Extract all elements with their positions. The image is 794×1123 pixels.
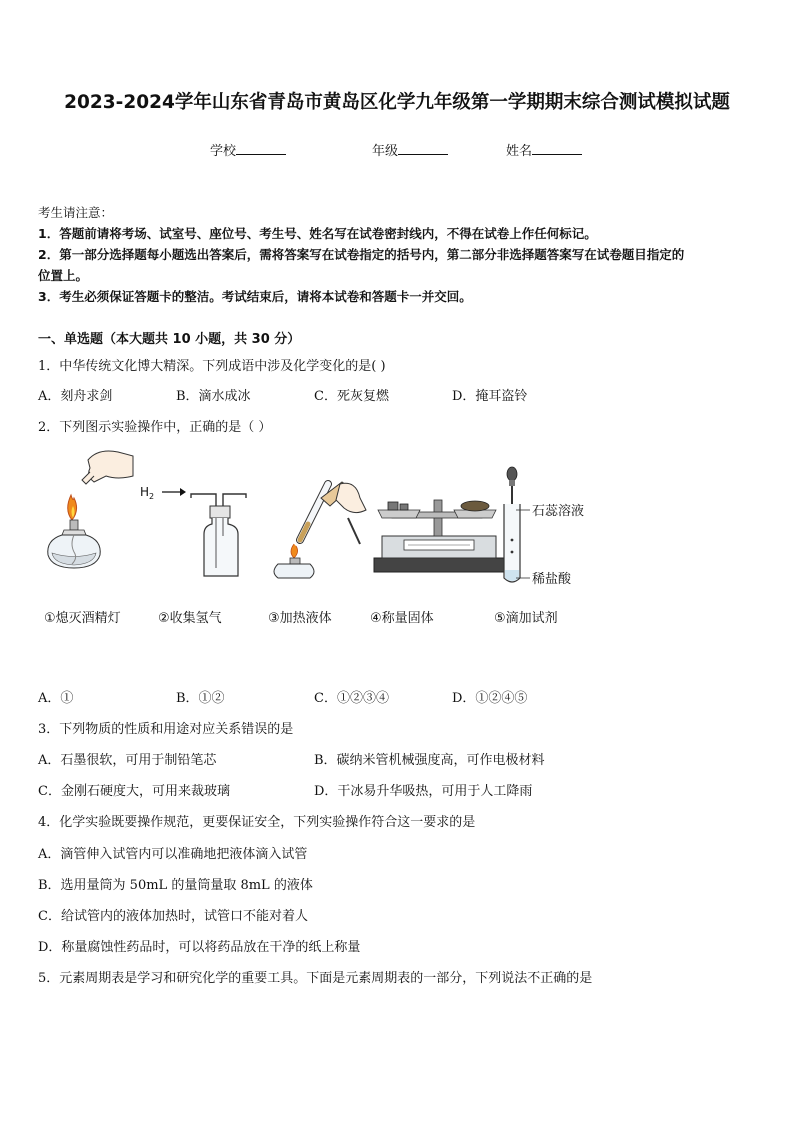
alcohol-lamp-illustration xyxy=(48,451,133,568)
question-1-stem: 1．中华传统文化博大精深。下列成语中涉及化学变化的是( ) xyxy=(38,359,386,374)
q3-option-b: B．碳纳米管机械强度高，可作电极材料 xyxy=(314,753,545,768)
dropper-illustration xyxy=(504,467,584,587)
q1-option-b: B．滴水成冰 xyxy=(176,389,251,404)
gas-bottle-illustration xyxy=(140,485,246,576)
grade-label: 年级 xyxy=(372,144,399,159)
notice-item: 2．第一部分选择题每小题选出答案后，需将答案写在试卷指定的括号内，第二部分非选择题答案写在试卷题目指定的 xyxy=(38,247,685,262)
q1-option-a: A．刻舟求剑 xyxy=(38,389,113,404)
caption-1: ①熄灭酒精灯 xyxy=(44,611,121,626)
q2-option-c: C．①②③④ xyxy=(314,691,389,706)
litmus-label: 石蕊溶液 xyxy=(532,504,585,519)
page-title: 2023-2024学年山东省青岛市黄岛区化学九年级第一学期期末综合测试模拟试题 xyxy=(64,92,730,113)
question-3-stem: 3．下列物质的性质和用途对应关系错误的是 xyxy=(38,722,294,737)
section-heading: 一、单选题（本大题共 10 小题，共 30 分） xyxy=(38,332,301,347)
q2-option-b: B．①② xyxy=(176,691,225,706)
school-label: 学校 xyxy=(210,144,237,159)
school-blank xyxy=(236,142,286,155)
grade-blank xyxy=(398,142,448,155)
q1-option-c: C．死灰复燃 xyxy=(314,389,389,404)
notice-item: 3．考生必须保证答题卡的整洁。考试结束后，请将本试卷和答题卡一并交回。 xyxy=(38,289,472,304)
q4-option-b: B．选用量筒为 50mL 的量筒量取 8mL 的液体 xyxy=(38,878,313,893)
heating-liquid-illustration xyxy=(274,482,366,578)
h2-label: $H_2$ xyxy=(140,485,155,501)
name-blank xyxy=(532,142,582,155)
school-field xyxy=(210,140,286,159)
q3-option-a: A．石墨很软，可用于制铅笔芯 xyxy=(38,753,217,768)
q4-option-c: C．给试管内的液体加热时，试管口不能对着人 xyxy=(38,909,308,924)
notice-heading: 考生请注意： xyxy=(38,205,114,220)
q3-option-d: D．干冰易升华吸热，可用于人工降雨 xyxy=(314,784,533,799)
question-4-stem: 4．化学实验既要操作规范，更要保证安全，下列实验操作符合这一要求的是 xyxy=(38,815,476,830)
name-field xyxy=(506,140,582,159)
acid-label: 稀盐酸 xyxy=(532,572,572,587)
question-5-stem: 5．元素周期表是学习和研究化学的重要工具。下面是元素周期表的一部分，下列说法不正确的是 xyxy=(38,971,593,986)
name-label: 姓名 xyxy=(506,144,533,159)
caption-3: ③加热液体 xyxy=(268,611,332,626)
notice-item: 位置上。 xyxy=(38,268,89,283)
q1-option-d: D．掩耳盗铃 xyxy=(452,389,528,404)
q4-option-d: D．称量腐蚀性药品时，可以将药品放在干净的纸上称量 xyxy=(38,940,361,955)
q2-option-d: D．①②④⑤ xyxy=(452,691,528,706)
question-2-stem: 2．下列图示实验操作中，正确的是（ ） xyxy=(38,420,272,435)
balance-illustration xyxy=(374,500,504,572)
caption-5: ⑤滴加试剂 xyxy=(494,611,558,626)
q4-option-a: A．滴管伸入试管内可以准确地把液体滴入试管 xyxy=(38,847,308,862)
q2-option-a: A．① xyxy=(38,691,74,706)
experiment-figure xyxy=(38,440,598,600)
caption-4: ④称量固体 xyxy=(370,611,434,626)
grade-field xyxy=(372,140,448,159)
notice-item: 1．答题前请将考场、试室号、座位号、考生号、姓名写在试卷密封线内，不得在试卷上作任何标记。 xyxy=(38,226,597,241)
caption-2: ②收集氢气 xyxy=(158,611,222,626)
q3-option-c: C．金刚石硬度大，可用来裁玻璃 xyxy=(38,784,230,799)
